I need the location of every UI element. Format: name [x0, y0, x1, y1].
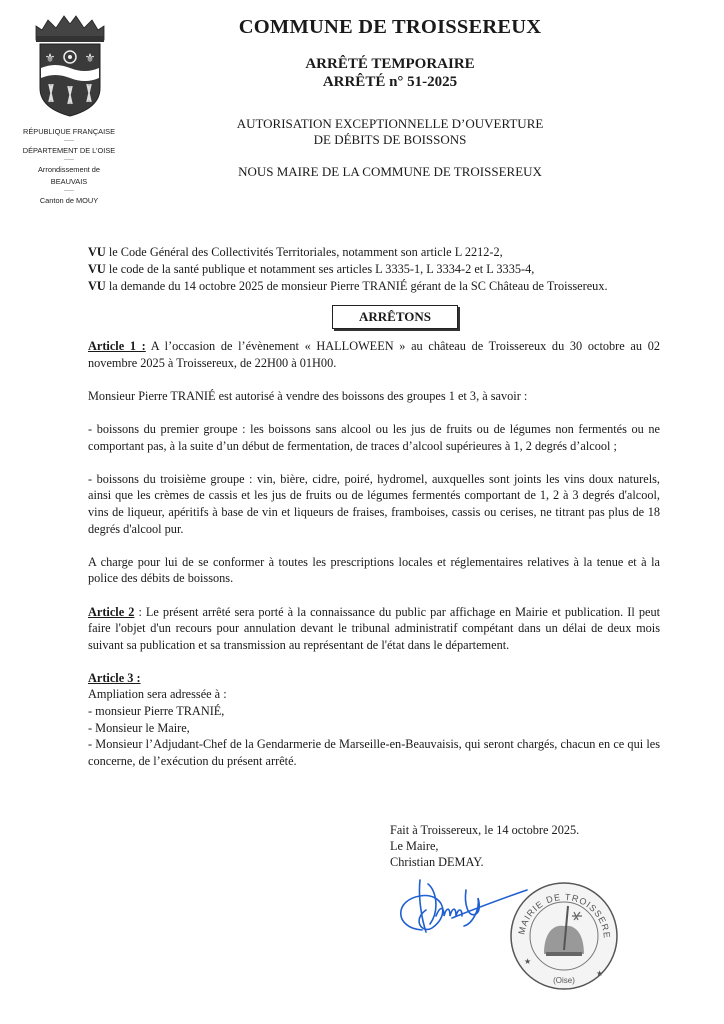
article-3-intro: Ampliation sera adressée à :: [88, 687, 227, 702]
vu-text: le code de la santé publique et notamment ses articles L 3335-1, L 3334-2 et L 3335-4,: [105, 262, 535, 276]
departement-label: DÉPARTEMENT DE L’OISE: [22, 146, 116, 155]
vu-clause: [88, 278, 688, 295]
recipient-item: - monsieur Pierre TRANIÉ,: [88, 704, 225, 719]
svg-text:MAIRIE DE TROISSEREUX: MAIRIE DE TROISSERE: [516, 891, 613, 940]
decree-subtitle: [180, 55, 600, 91]
object-line-2: DE DÉBITS DE BOISSONS: [313, 132, 467, 147]
article-1-group-1: - boissons du premier groupe : les boissons sans alcool ou les jus de fruits ou de légumes non fermentés ou ne comportant pas, à la suite d’un début de fermentation, de traces d’alcool supérieures à 1, 2 degrés d’alcool ;: [88, 421, 660, 453]
decree-type: ARRÊTÉ TEMPORAIRE: [305, 56, 475, 72]
article-1-text: A l’occasion de l’évènement « HALLOWEEN » au château de Troissereux du 30 octobre au 02 novembre 2025 à Troissereux, de 22H00 à 01H00.: [88, 339, 660, 370]
article-2-text: : Le présent arrêté sera porté à la connaissance du public par affichage en Mairie et publication. Il peut faire l'objet d'un recours pour annulation devant le tribunal administratif compétant dans un délai de deux mois suivant sa publication et sa transmission au représentant de l'état dans le département.: [88, 604, 661, 652]
vu-text: le Code Général des Collectivités Territoriales, notamment son article L 2212-2,: [105, 245, 503, 259]
article-1-authorization: Monsieur Pierre TRANIÉ est autorisé à vendre des boissons des groupes 1 et 3, à savoir :: [88, 388, 528, 403]
article-1-label: Article 1 :: [88, 339, 146, 353]
article-1: [88, 338, 660, 371]
article-1-obligation: A charge pour lui de se conformer à toutes les prescriptions locales et réglementaires relatives à la tenue et à la police des débits de boissons.: [88, 554, 660, 586]
signature-block: [390, 822, 579, 870]
mayor-preamble: NOUS MAIRE DE LA COMMUNE DE TROISSEREUX: [238, 164, 542, 179]
document-title: COMMUNE DE TROISSEREUX: [238, 16, 542, 38]
arrondissement-label: Arrondissement de: [37, 165, 101, 174]
stamp-seal-icon: [508, 880, 620, 992]
object-line-1: AUTORISATION EXCEPTIONNELLE D’OUVERTURE: [236, 116, 544, 131]
svg-text:★: ★: [596, 969, 604, 978]
separator: -----: [64, 138, 74, 144]
recipient-item: - Monsieur l’Adjudant-Chef de la Gendarmerie de Marseille-en-Beauvaisis, qui seront chargés, chacun en ce qui les concerne, de l’exécution du présent arrêté.: [88, 737, 660, 768]
article-3-heading: [88, 670, 660, 687]
vu-clause: [88, 244, 688, 261]
decree-body: [88, 338, 660, 769]
vu-prefix: VU: [88, 245, 106, 259]
vu-clause: [88, 261, 688, 278]
recipient-item: - Monsieur le Maire,: [88, 720, 190, 735]
vu-prefix: VU: [88, 262, 106, 276]
crest-icon: [30, 12, 110, 120]
place-date: Fait à Troissereux, le 14 octobre 2025.: [390, 823, 580, 837]
canton-label: Canton de MOUY: [39, 196, 99, 205]
svg-text:★: ★: [524, 957, 532, 966]
svg-text:⚜: ⚜: [44, 51, 56, 65]
article-1-group-3: - boissons du troisième groupe : vin, bière, cidre, poiré, hydromel, auxquelles sont joints les vins doux naturels, ainsi que les crèmes de cassis et les jus de fruits ou de légumes fermentés comportant de 1, 2 à 3 degrés d'alcool, vins de liqueur, apéritifs à base de vin et liqueurs de fraises, framboises, cassis ou cerises, ne titrant pas plus de 18 degrés d'alcool pur.: [88, 471, 660, 536]
decree-number: ARRÊTÉ n° 51-2025: [322, 74, 458, 90]
signatory-role: Le Maire,: [390, 839, 439, 853]
vu-prefix: VU: [88, 279, 106, 293]
article-3-label: Article 3 :: [88, 670, 141, 685]
administrative-block: [12, 126, 126, 207]
republique-label: RÉPUBLIQUE FRANÇAISE: [23, 127, 115, 136]
official-stamp: [508, 880, 620, 992]
vu-text: la demande du 14 octobre 2025 de monsieur Pierre TRANIÉ gérant de la SC Château de Troissereux.: [105, 279, 608, 293]
svg-text:(Oise): (Oise): [553, 976, 575, 985]
article-2-label: Article 2: [88, 604, 135, 619]
separator: -----: [64, 157, 74, 163]
signatory-name: Christian DEMAY.: [390, 855, 484, 869]
vu-clauses: [88, 244, 688, 295]
arretons-heading: ARRÊTONS: [332, 305, 458, 329]
decree-object: [180, 116, 600, 148]
separator: -----: [64, 188, 74, 194]
svg-text:⚜: ⚜: [84, 51, 96, 65]
commune-crest-logo: [30, 12, 110, 120]
arrondissement-name: BEAUVAIS: [50, 177, 88, 186]
article-2: [88, 604, 660, 654]
